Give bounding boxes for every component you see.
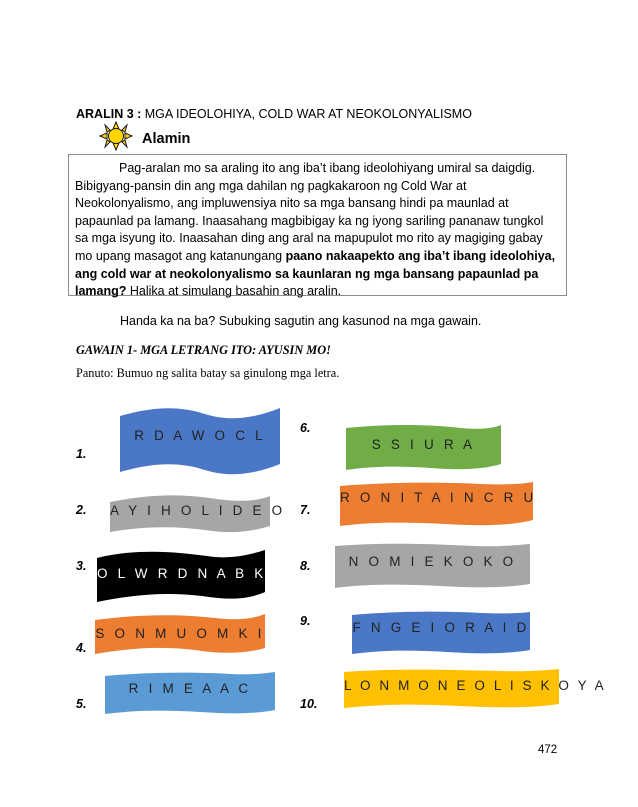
item-number-6: 6. <box>300 421 311 435</box>
item-number-8: 8. <box>300 559 311 573</box>
word-card-6-text: S S I U R A <box>371 437 476 452</box>
word-card-4 <box>95 612 265 656</box>
lesson-label: ARALIN 3 : <box>76 107 142 121</box>
alamin-label: Alamin <box>142 131 191 147</box>
page-number: 472 <box>538 744 558 756</box>
word-card-9 <box>352 610 530 656</box>
word-card-10-text: L O N M O N E O L I S K O Y A <box>344 678 607 693</box>
word-card-10 <box>344 668 607 710</box>
word-card-1 <box>120 404 280 476</box>
word-card-5-text: R I M E A A C <box>128 681 252 696</box>
word-card-8 <box>335 542 530 590</box>
activity-title: GAWAIN 1- MGA LETRANG ITO: AYUSIN MO! <box>76 343 331 357</box>
word-card-7 <box>340 480 537 528</box>
word-card-7-text: R O N I T A I N C R U <box>340 490 537 505</box>
activity-instructions: Panuto: Bumuo ng salita batay sa ginulong mga letra. <box>76 366 340 380</box>
sun-icon <box>98 120 134 152</box>
intro-text: Pag-aralan mo sa araling ito ang iba’t ibang ideolohiyang umiral sa daigdig. Bibigyang-pansin din ang mga dahilan ng pagkakaroon ng Cold War at Neokolonyalismo, ang impluwensiya nito sa mga bansang hindi pa maunlad at papaunlad pa lamang. Inaasahang magbibigay ka ng iyong sariling pananaw tungkol sa mga isyung ito. Inaasahan ding ang aral na mapupulot mo rito ay magiging gabay mo upang masagot ang katanungang <box>75 161 544 263</box>
item-number-9: 9. <box>300 614 311 628</box>
prompt-text: Handa ka na ba? Subuking sagutin ang kasunod na mga gawain. <box>120 314 482 328</box>
item-number-10: 10. <box>300 697 318 711</box>
lesson-heading <box>76 107 472 121</box>
word-card-9-text: F N G E I O R A I D <box>352 620 530 635</box>
word-card-2-text: A Y I H O L I D E O <box>110 503 286 518</box>
word-card-4-text: S O N M U O M K I <box>95 626 265 641</box>
lesson-title: MGA IDEOLOHIYA, COLD WAR AT NEOKOLONYALISMO <box>144 107 472 121</box>
item-number-3: 3. <box>76 559 87 573</box>
intro-question: paano nakaapekto ang iba’t ibang ideolohiya, ang cold war at neokolonyalismo sa kaunlaran ng mga bansang papaunlad pa lamang? <box>75 248 556 299</box>
item-number-1: 1. <box>76 447 87 461</box>
word-card-2 <box>110 492 286 534</box>
word-card-3 <box>97 548 265 604</box>
intro-closing: Halika at simulang basahin ang aralin. <box>126 284 342 299</box>
word-card-5 <box>105 670 275 716</box>
word-card-8-text: N O M I E K O K O <box>348 554 517 569</box>
item-number-7: 7. <box>300 503 311 517</box>
item-number-5: 5. <box>76 697 87 711</box>
word-card-3-text: O L W R D N A B K <box>97 566 267 581</box>
item-number-4: 4. <box>76 641 87 655</box>
prompt-line <box>76 314 481 328</box>
item-number-2: 2. <box>76 503 87 517</box>
word-card-6 <box>346 422 501 472</box>
word-card-1-text: R D A W O C L <box>134 428 266 443</box>
intro-box <box>68 154 567 299</box>
